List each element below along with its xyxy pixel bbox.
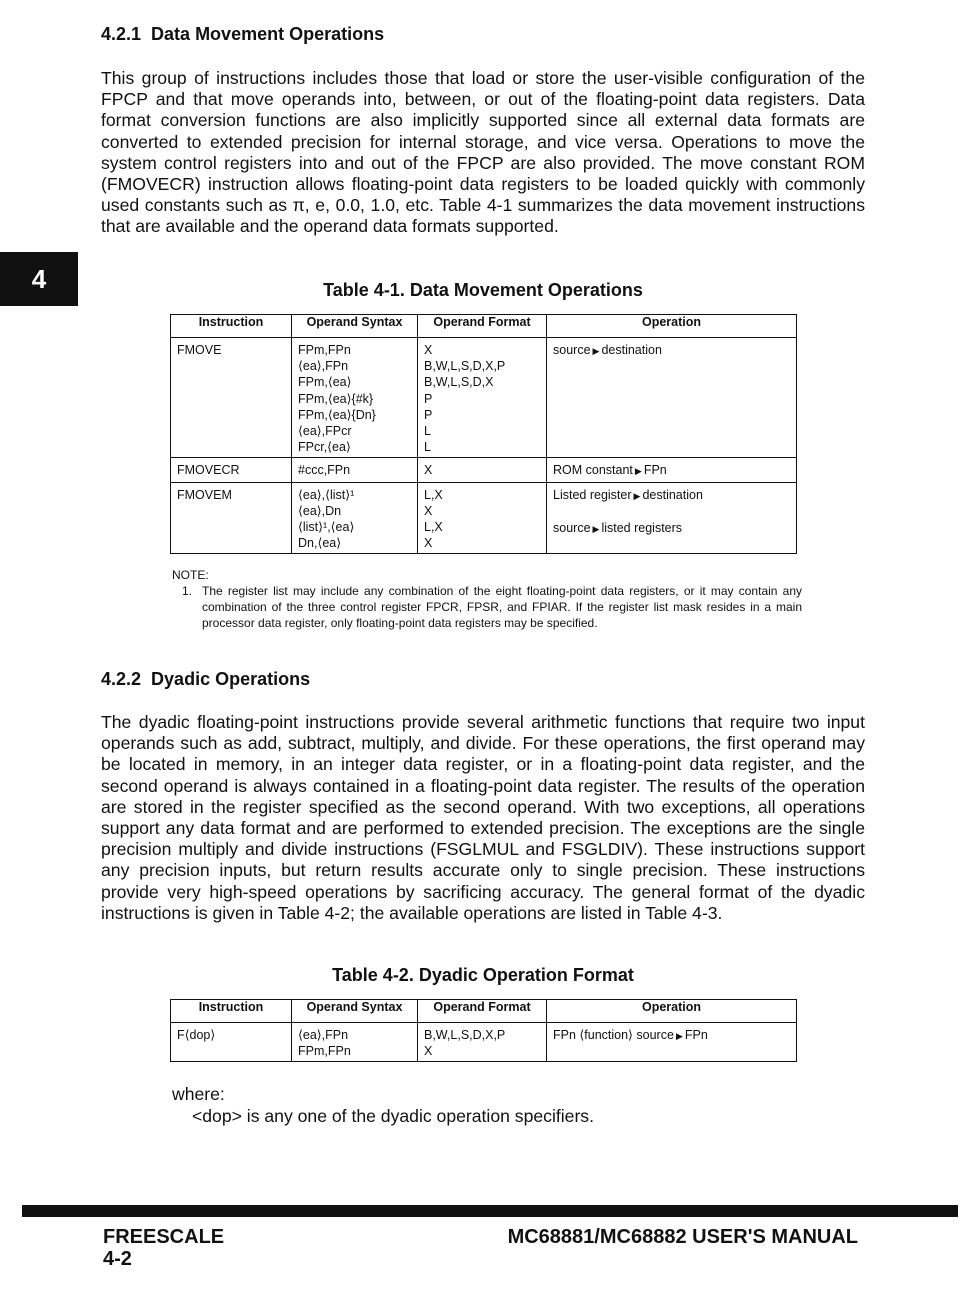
- table-header-row: [171, 1000, 797, 1023]
- operand-syntax-cell: [292, 338, 418, 458]
- operand-syntax: FPm,⟨ea⟩{Dn}: [298, 407, 376, 422]
- operation-destination: listed registers: [601, 521, 683, 536]
- footer-page-number: 4-2: [103, 1248, 132, 1270]
- note-item: [172, 583, 802, 631]
- arrow-right-icon: ▶: [633, 490, 641, 501]
- instruction-name: F⟨dop⟩: [177, 1028, 216, 1042]
- operand-format: X: [424, 343, 433, 357]
- operation-source: Listed register: [553, 487, 632, 502]
- where-label: where:: [172, 1084, 225, 1104]
- column-header: Operand Syntax: [292, 315, 418, 338]
- operand-format: B,W,L,S,D,X,P: [424, 359, 506, 374]
- operand-format-cell: [418, 338, 547, 458]
- operand-format: B,W,L,S,D,X,P: [424, 1028, 506, 1042]
- note-number: 1.: [181, 584, 192, 598]
- table-row: [171, 1023, 797, 1062]
- section-4-2-1-paragraph: This group of instructions includes those that load or store the user-visible configuration of the FPCP and that move operands into, between, or out of the floating-point data registers. Data format conversion functions are also implicitly supported since all external data formats are converted to extended precision for internal storage, and vice versa. Operations to move the system control registers into and out of the FPCP are also provided. The move constant ROM (FMOVECR) instruction allows floating-point data registers to be loaded quickly with commonly used constants such as π, e, 0.0, 1.0, etc. Table 4-1 summarizes the data movement instructions that are available and the operand data formats supported.: [101, 68, 865, 237]
- operation-line: [553, 1027, 796, 1044]
- operand-format: X: [424, 463, 433, 478]
- section-heading-4-2-2: [101, 669, 310, 690]
- operand-format: L: [424, 440, 431, 455]
- where-text: <dop> is any one of the dyadic operation specifiers.: [192, 1106, 594, 1126]
- column-header: Operation: [547, 315, 797, 338]
- operand-syntax: #ccc,FPn: [298, 463, 351, 478]
- operand-format-cell: [418, 482, 547, 554]
- where-block: [172, 1083, 594, 1127]
- operation-line: [553, 504, 796, 520]
- operand-format: L: [424, 424, 431, 439]
- instruction-cell: [171, 1023, 292, 1062]
- operand-format-cell: [418, 1023, 547, 1062]
- instruction-cell: [171, 458, 292, 482]
- operation-destination: destination: [642, 487, 703, 502]
- table-4-2-caption: Table 4-2. Dyadic Operation Format: [332, 965, 634, 985]
- operand-syntax: ⟨ea⟩,FPcr: [298, 424, 352, 439]
- column-header: Instruction: [171, 1000, 292, 1023]
- operation-cell: [547, 338, 797, 458]
- instruction-name: FMOVE: [177, 343, 222, 357]
- arrow-right-icon: ▶: [675, 1031, 683, 1041]
- operation-destination: FPn: [643, 463, 667, 478]
- operand-format: P: [424, 407, 433, 422]
- operation-source: ROM constant: [553, 463, 633, 478]
- footer-manual-title: MC68881/MC68882 USER'S MANUAL: [507, 1226, 858, 1248]
- operand-format: L,X: [424, 520, 443, 535]
- arrow-right-icon: ▶: [592, 524, 600, 535]
- operand-format: X: [424, 536, 433, 551]
- operand-format: X: [424, 1044, 433, 1059]
- table-4-2: [170, 999, 797, 1062]
- section-4-2-2-paragraph: The dyadic floating-point instructions provide several arithmetic functions that require two input operands such as add, subtract, multiply, and divide. For these operations, the first operand may be located in memory, in an integer data register, or in a floating-point data register, and the second operand is always contained in a floating-point data register. The results of the operation are stored in the register specified as the second operand. With two exceptions, all operations support any data format and are performed to extended precision. The exceptions are the single precision multiply and divide instructions (FSGLMUL and FSGLDIV). These instructions support any precision inputs, but return results accurate only to single precision. These instructions provide very high-speed operations by sacrificing accuracy. The general format of the dyadic instructions is given in Table 4-2; the available operations are listed in Table 4-3.: [101, 712, 865, 923]
- operation-source: FPn ⟨function⟩ source: [553, 1028, 674, 1042]
- section-heading-4-2-1: [101, 24, 384, 45]
- operation-cell: [547, 1023, 797, 1062]
- operand-syntax-cell: [292, 482, 418, 554]
- operand-format: L,X: [424, 487, 443, 502]
- operation-cell: [547, 482, 797, 554]
- operand-syntax: ⟨ea⟩,FPn: [298, 359, 349, 374]
- table-4-1: [170, 314, 797, 554]
- instruction-name: FMOVECR: [177, 463, 240, 478]
- table-4-1-caption: Table 4-1. Data Movement Operations: [323, 280, 643, 300]
- operand-syntax: ⟨ea⟩,⟨list⟩¹: [298, 487, 355, 502]
- operand-syntax-cell: [292, 458, 418, 482]
- table-note: [172, 567, 802, 631]
- operand-format: X: [424, 503, 433, 518]
- section-number: 4.2.2: [101, 669, 142, 689]
- operand-syntax: FPm,FPn: [298, 343, 351, 357]
- section-title: Dyadic Operations: [151, 669, 311, 689]
- column-header: Operand Syntax: [292, 1000, 418, 1023]
- note-label: NOTE:: [172, 568, 209, 582]
- operation-line: [553, 487, 796, 504]
- operand-syntax: FPm,⟨ea⟩{#k}: [298, 391, 374, 406]
- operation-line: [553, 462, 796, 479]
- table-row: [171, 338, 797, 458]
- operand-syntax: ⟨ea⟩,Dn: [298, 503, 342, 518]
- footer-left: [103, 1226, 224, 1270]
- operation-destination: destination: [601, 343, 662, 357]
- operand-syntax: FPcr,⟨ea⟩: [298, 440, 351, 455]
- operand-format: B,W,L,S,D,X: [424, 375, 494, 390]
- section-number: 4.2.1: [101, 24, 142, 44]
- note-text: The register list may include any combination of the eight floating-point data registers, or it may contain any combination of the three control register FPCR, FPSR, and FPIAR. If the register list mask resides in a main processor data register, only floating-point data registers may be specified.: [202, 584, 802, 630]
- instruction-cell: [171, 338, 292, 458]
- operand-syntax: FPm,⟨ea⟩: [298, 375, 352, 390]
- operation-destination: FPn: [684, 1028, 708, 1042]
- column-header: Operand Format: [418, 1000, 547, 1023]
- footer-publisher: FREESCALE: [103, 1226, 225, 1248]
- instruction-cell: [171, 482, 292, 554]
- arrow-right-icon: ▶: [592, 346, 600, 356]
- operand-syntax: Dn,⟨ea⟩: [298, 536, 342, 551]
- operation-source: source: [553, 521, 591, 536]
- arrow-right-icon: ▶: [634, 466, 642, 477]
- table-row: [171, 482, 797, 554]
- operation-line: [553, 342, 796, 359]
- column-header: Operation: [547, 1000, 797, 1023]
- operation-line: [553, 520, 796, 537]
- operand-syntax: ⟨ea⟩,FPn: [298, 1028, 349, 1042]
- column-header: Instruction: [171, 315, 292, 338]
- instruction-name: FMOVEM: [177, 487, 232, 502]
- operation-cell: [547, 458, 797, 482]
- chapter-tab: 4: [0, 252, 78, 306]
- operand-syntax-cell: [292, 1023, 418, 1062]
- operation-source: source: [553, 343, 591, 357]
- section-title: Data Movement Operations: [151, 24, 385, 44]
- table-row: [171, 458, 797, 482]
- column-header: Operand Format: [418, 315, 547, 338]
- footer-rule: [22, 1205, 958, 1217]
- table-header-row: [171, 315, 797, 338]
- operand-format-cell: [418, 458, 547, 482]
- operand-format: P: [424, 391, 433, 406]
- operand-syntax: FPm,FPn: [298, 1044, 351, 1059]
- operand-syntax: ⟨list⟩¹,⟨ea⟩: [298, 520, 355, 535]
